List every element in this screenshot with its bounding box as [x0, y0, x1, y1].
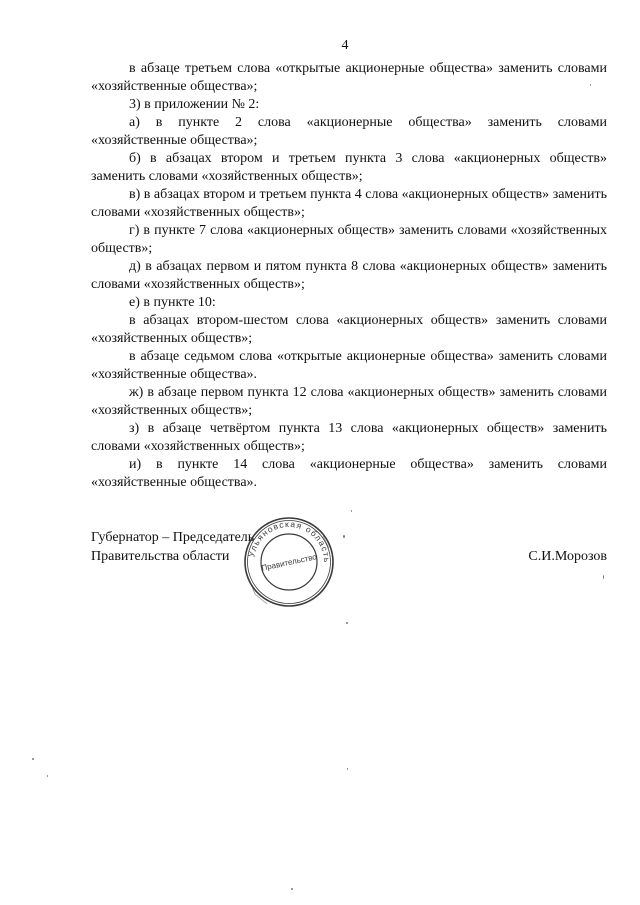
- scan-speck: [603, 575, 604, 579]
- stamp-outer-text: Ульяновская область: [246, 518, 333, 564]
- page-number: 4: [341, 38, 349, 53]
- scan-speck: [346, 622, 348, 624]
- signatory-name: С.И.Морозов: [528, 549, 607, 564]
- scan-speck: [47, 775, 48, 777]
- paragraph: в) в абзацах втором и третьем пункта 4 слова «акционерных обществ» заменить словами «хозяйственных обществ»;: [91, 187, 607, 220]
- signatory-title-line: Правительства области: [91, 549, 230, 564]
- stamp-center-text: Правительство: [260, 552, 318, 573]
- scan-speck: [343, 535, 345, 538]
- signatory-title-line: Губернатор – Председатель: [91, 530, 255, 545]
- scan-speck: [32, 758, 34, 760]
- paragraph: з) в абзаце четвёртом пункта 13 слова «акционерных обществ» заменить словами «хозяйственных обществ»;: [91, 421, 607, 454]
- paragraph: е) в пункте 10:: [129, 295, 216, 310]
- paragraph: и) в пункте 14 слова «акционерные общества» заменить словами «хозяйственные общества».: [91, 457, 607, 490]
- scan-speck: [590, 84, 591, 86]
- scan-speck: [347, 768, 348, 770]
- official-seal-stamp: [243, 516, 335, 608]
- paragraph: б) в абзацах втором и третьем пункта 3 слова «акционерных обществ» заменить словами «хозяйственных обществ»;: [91, 151, 607, 184]
- paragraph: а) в пункте 2 слова «акционерные общества» заменить словами «хозяйственные общества»;: [91, 115, 607, 148]
- scan-speck: [351, 510, 352, 512]
- paragraph: в абзаце седьмом слова «открытые акционерные общества» заменить словами «хозяйственные общества».: [91, 349, 607, 382]
- paragraph: 3) в приложении № 2:: [129, 97, 260, 112]
- paragraph: в абзаце третьем слова «открытые акционерные общества» заменить словами «хозяйственные общества»;: [91, 61, 607, 94]
- paragraph: в абзацах втором-шестом слова «акционерных обществ» заменить словами «хозяйственных обществ»;: [91, 313, 607, 346]
- scan-speck: [291, 888, 293, 890]
- signatory-title: [91, 528, 254, 566]
- paragraph: г) в пункте 7 слова «акционерных обществ» заменить словами «хозяйственных обществ»;: [91, 223, 607, 256]
- paragraph: ж) в абзаце первом пункта 12 слова «акционерных обществ» заменить словами «хозяйственных обществ»;: [91, 385, 607, 418]
- document-body: [91, 60, 607, 492]
- paragraph: д) в абзацах первом и пятом пункта 8 слова «акционерных обществ» заменить словами «хозяйственных обществ»;: [91, 259, 607, 292]
